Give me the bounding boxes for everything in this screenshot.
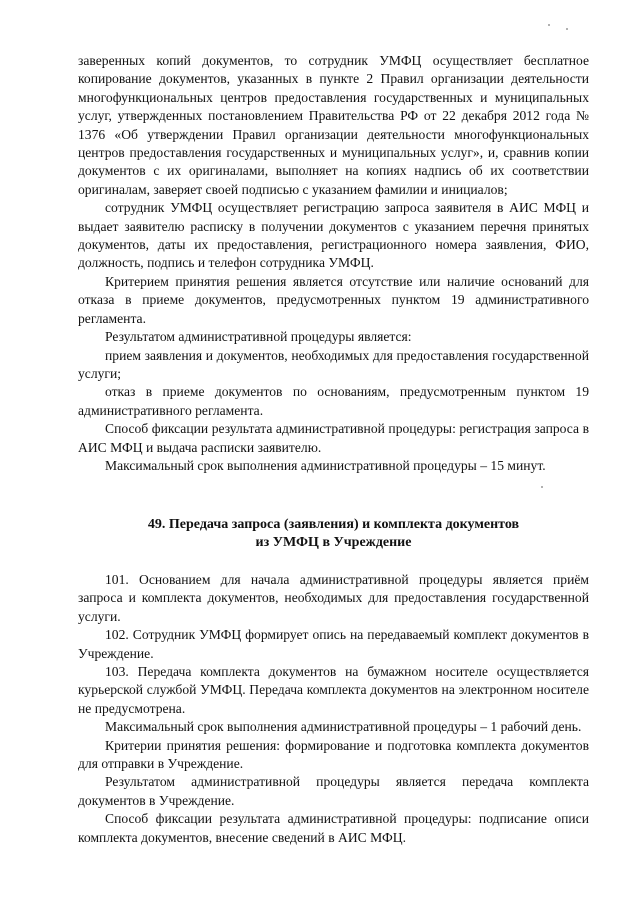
body-text-bottom xyxy=(78,571,589,847)
paragraph-102: 102. Сотрудник УМФЦ формирует опись на передаваемый комплект документов в Учреждение. xyxy=(78,627,589,661)
section-heading xyxy=(78,516,589,553)
paragraph-result-refuse: отказ в приеме документов по основаниям, предусмотренным пунктом 19 административного регламента. xyxy=(78,384,589,418)
paragraph-decision-criterion: Критерием принятия решения является отсутствие или наличие оснований для отказа в приеме документов, предусмотренных пунктом 19 административного регламента. xyxy=(78,273,589,326)
paragraph-registration: сотрудник УМФЦ осуществляет регистрацию запроса заявителя в АИС МФЦ и выдает заявителю расписку в получении документов с указанием перечня принятых документов, даты их предоставления, регистрационного номера заявления, ФИО, должность, подпись и телефон сотрудника УМФЦ. xyxy=(78,200,589,271)
paragraph-max-time: Максимальный срок выполнения административной процедуры – 15 минут. xyxy=(105,457,546,473)
section-heading-line2: из УМФЦ в Учреждение xyxy=(255,535,412,551)
paragraph-result: Результатом административной процедуры является передача комплекта документов в Учреждение. xyxy=(78,774,589,808)
paragraph-fixation-method: Способ фиксации результата административной процедуры: регистрация запроса в АИС МФЦ и выдача расписки заявителю. xyxy=(78,421,589,455)
paragraph-fixation: Способ фиксации результата административной процедуры: подписание описи комплекта документов, внесение сведений в АИС МФЦ. xyxy=(78,811,589,845)
paragraph-criteria: Критерии принятия решения: формирование и подготовка комплекта документов для отправки в Учреждение. xyxy=(78,737,589,772)
section-heading-line1: 49. Передача запроса (заявления) и комплекта документов xyxy=(147,517,520,532)
scan-speck xyxy=(566,28,568,30)
body-text-top xyxy=(78,52,589,475)
paragraph-max-term: Максимальный срок выполнения административной процедуры – 1 рабочий день. xyxy=(105,719,582,735)
paragraph-continuation: заверенных копий документов, то сотрудник УМФЦ осуществляет бесплатное копирование документов, указанных в пункте 2 Правил организации деятельности многофункциональных центров предоставления государственных и муниципальных услуг, утвержденных постановлением Правительства РФ от 22 декабря 2012 года № 1376 «Об утверждении Правил организации деятельности многофункциональных центров предоставления государственных и муниципальных услуг», и, сравнив копии документов с их оригиналами, выполняет на копиях надпись об их соответствии оригиналам, заверяет своей подписью с указанием фамилии и инициалов; xyxy=(78,53,589,197)
paragraph-101: 101. Основанием для начала административной процедуры является приём запроса и комплекта документов, необходимых для предоставления государственной услуги. xyxy=(78,572,589,624)
paragraph-result-accept: прием заявления и документов, необходимых для предоставления государственной услуги; xyxy=(78,347,589,381)
paragraph-103: 103. Передача комплекта документов на бумажном носителе осуществляется курьерской службой УМФЦ. Передача комплекта документов на электронном носителе не предусмотрена. xyxy=(78,664,589,716)
scan-speck xyxy=(548,24,550,26)
paragraph-result-intro: Результатом административной процедуры является: xyxy=(105,329,412,345)
scan-speck xyxy=(541,486,543,488)
